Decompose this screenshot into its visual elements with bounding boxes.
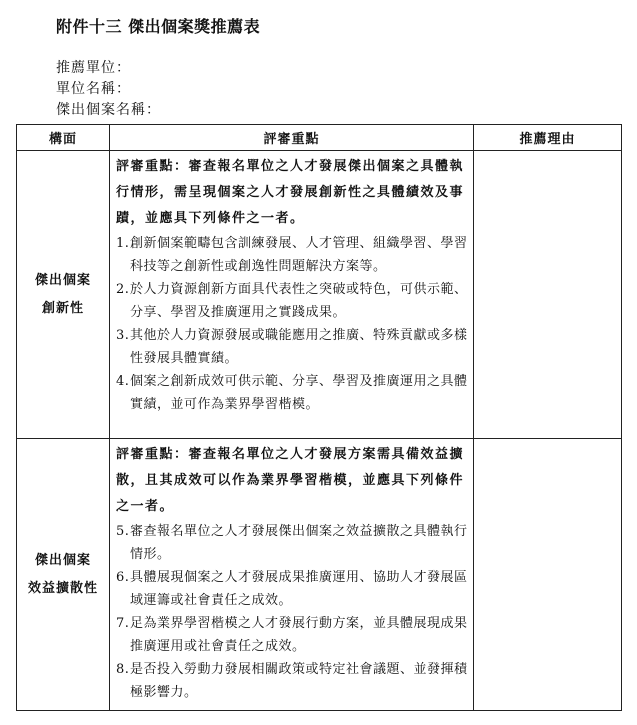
form-fields [56,58,161,121]
item-number: 5. [116,524,130,539]
item-text: 具體展現個案之人才發展成果推廣運用、協助人才發展區域運籌或社會責任之成效。 [130,570,468,608]
aspect-cell-innovation [17,151,110,439]
header-aspect: 構面 [17,125,110,151]
criteria-item [116,658,468,704]
criteria-item [116,232,468,278]
table-row-diffusion [17,439,622,711]
item-text: 創新個案範疇包含訓練發展、人才管理、組織學習、學習科技等之創新性或創逸性問題解決方案等。 [130,236,468,274]
reason-cell-diffusion[interactable] [474,439,622,711]
item-text: 是否投入勞動力發展相關政策或特定社會議題、並發揮積極影響力。 [130,662,468,700]
criteria-lead: 評審重點：審查報名單位之人才發展傑出個案之具體執行情形，需呈現個案之人才發展創新性之具體績效及事蹟，並應具下列條件之一者。 [116,159,465,226]
item-text: 審查報名單位之人才發展傑出個案之效益擴散之具體執行情形。 [130,524,468,562]
item-number: 8. [116,662,130,677]
criteria-item [116,324,468,370]
criteria-item [116,520,468,566]
recommending-unit-field: 推薦單位： [56,60,131,76]
item-number: 3. [116,328,130,343]
item-number: 1. [116,236,130,251]
item-number: 4. [116,374,130,389]
item-number: 6. [116,570,130,585]
table-header-row [17,125,622,151]
aspect-label-line2: 效益擴散性 [27,580,98,596]
evaluation-table [16,124,622,711]
reason-cell-innovation[interactable] [474,151,622,439]
document-title: 附件十三 傑出個案獎推薦表 [56,17,261,36]
criteria-cell-diffusion [110,439,474,711]
criteria-lead: 評審重點：審查報名單位之人才發展方案需具備效益擴散，且其成效可以作為業界學習楷模，並應具下列條件之一者。 [116,447,465,514]
criteria-item [116,370,468,416]
item-text: 個案之創新成效可供示範、分享、學習及推廣運用之具體實績，並可作為業界學習楷模。 [130,374,468,412]
criteria-item [116,612,468,658]
case-name-field: 傑出個案名稱： [56,102,161,118]
unit-name-field: 單位名稱： [56,81,131,97]
item-text: 於人力資源創新方面具代表性之突破或特色，可供示範、分享、學習及推廣運用之實踐成果。 [130,282,468,320]
criteria-item [116,278,468,324]
item-text: 足為業界學習楷模之人才發展行動方案，並具體展現成果推廣運用或社會責任之成效。 [130,616,468,654]
aspect-label-line1: 傑出個案 [34,272,91,288]
aspect-label-line1: 傑出個案 [34,552,91,568]
header-reason: 推薦理由 [474,125,622,151]
aspect-cell-diffusion [17,439,110,711]
criteria-item [116,566,468,612]
item-number: 7. [116,616,130,631]
criteria-cell-innovation [110,151,474,439]
item-text: 其他於人力資源發展或職能應用之推廣、特殊貢獻或多樣性發展具體實績。 [130,328,468,366]
item-number: 2. [116,282,130,297]
table-row-innovation [17,151,622,439]
header-criteria: 評審重點 [110,125,474,151]
aspect-label-line2: 創新性 [41,300,84,316]
